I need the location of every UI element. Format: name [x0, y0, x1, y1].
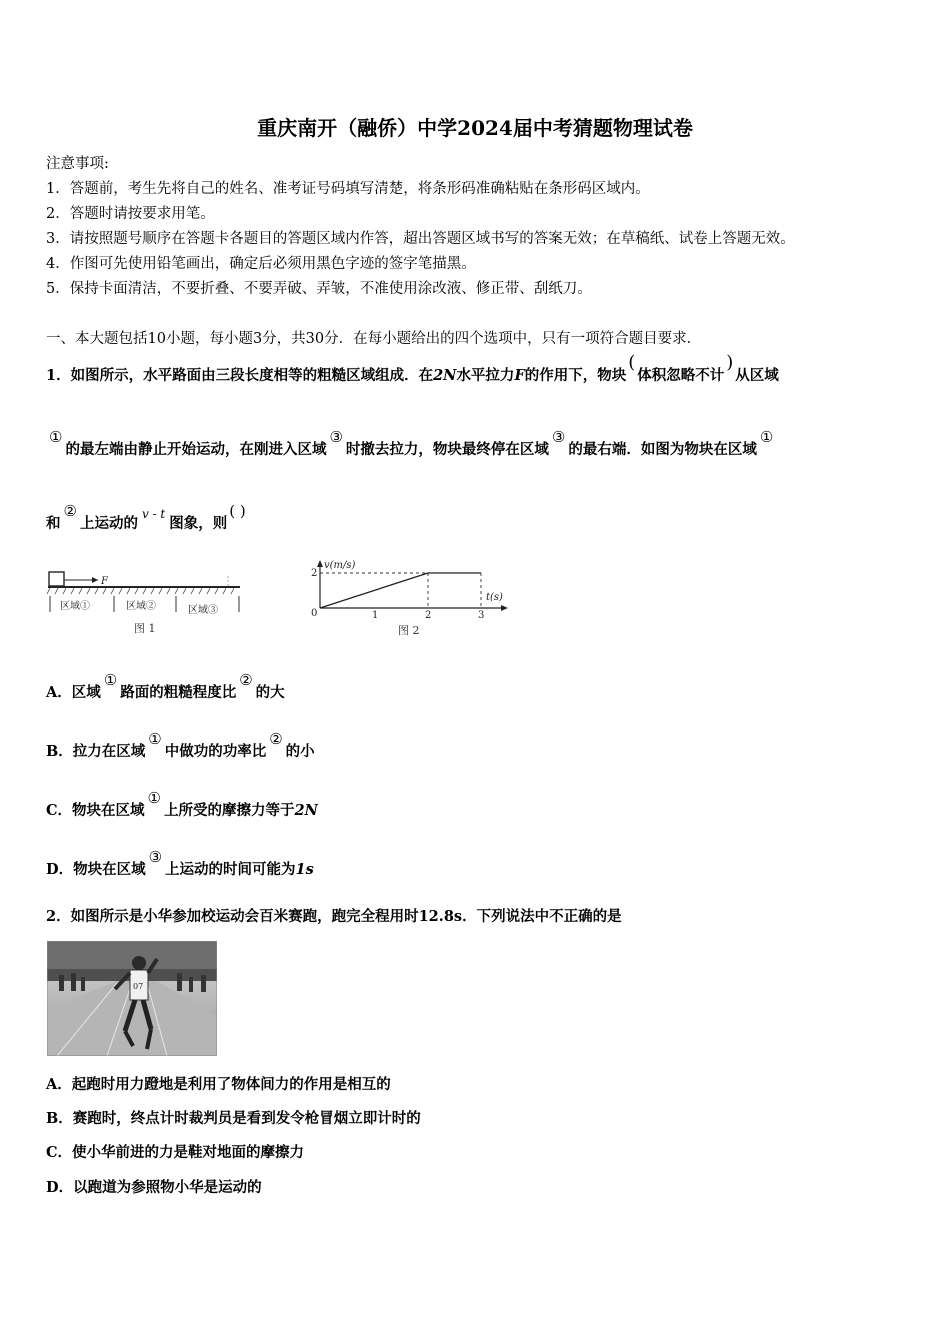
zone-marker: ① [103, 671, 118, 689]
q1-paren-close: ) [726, 352, 734, 373]
option-text: 中做功的功率比 [164, 743, 267, 760]
zone-marker: ② [239, 671, 253, 689]
x-tick-0: 0 [311, 608, 318, 619]
y-axis-label: v(m/s) [324, 560, 356, 571]
zone-marker: ② [63, 502, 77, 520]
zone-marker: ② [269, 730, 283, 748]
option-text: 的大 [255, 684, 285, 701]
option-text: A．区域 [46, 684, 101, 701]
x-axis-arrow [501, 605, 508, 611]
option-text: C．物块在区域 [46, 802, 145, 819]
zone-marker: ① [147, 789, 161, 807]
zone-marker: ① [759, 428, 774, 446]
section-heading: 一、本大题包括10小题，每小题3分，共30分．在每小题给出的四个选项中，只有一项符合题目要求． [46, 331, 702, 347]
figure-2-vt-graph [306, 556, 518, 640]
x-axis-label: t(s) [486, 592, 503, 603]
q1-paren-open: ( [628, 352, 636, 373]
q2-stem: 2．如图所示是小华参加校运动会百米赛跑，跑完全程用时12.8s．下列说法中不正确的是 [46, 908, 622, 925]
q1-text: 上运动的 [79, 515, 138, 532]
vt-symbol: v - t [141, 507, 166, 521]
zone-2-label: 区域② [126, 601, 156, 612]
acceleration-segment [320, 573, 428, 608]
notice-heading: 注意事项: [46, 156, 109, 172]
q1-text: 1．如图所示，水平路面由三段长度相等的粗糙区域组成．在 [46, 367, 434, 384]
y-axis-arrow [317, 560, 323, 567]
force-label: F [101, 576, 108, 587]
figure-1-road-diagram [46, 566, 246, 638]
x-tick-2: 2 [425, 610, 432, 621]
option-text: B．拉力在区域 [46, 743, 146, 760]
option-value: 2N [294, 802, 318, 819]
q2-option-b[interactable]: B．赛跑时，终点计时裁判员是看到发令枪冒烟立即计时的 [46, 1110, 421, 1127]
q1-line-3 [46, 502, 248, 533]
y-tick-2: 2 [311, 568, 318, 579]
notice-item-3: 3．请按照题号顺序在答题卡各题目的答题区域内作答，超出答题区域书写的答案无效；在草稿纸、试卷上答题无效。 [46, 231, 795, 247]
q1-text: 从区域 [735, 367, 779, 384]
q1-option-c[interactable] [46, 789, 318, 820]
q1-option-a[interactable] [46, 671, 285, 702]
race-photo [47, 941, 217, 1056]
zone-marker: ① [148, 730, 162, 748]
q2-option-d[interactable]: D．以跑道为参照物小华是运动的 [46, 1179, 262, 1196]
q1-text: 水平拉力 [456, 367, 515, 384]
option-text: 路面的粗糙程度比 [120, 684, 237, 701]
q2-option-a[interactable]: A．起跑时用力蹬地是利用了物体间力的作用是相互的 [46, 1076, 391, 1093]
zone-1-label: 区域① [60, 601, 90, 612]
zone-marker: ③ [551, 428, 566, 446]
force-arrowhead [92, 577, 98, 583]
q1-text: 和 [46, 515, 61, 532]
trees-band [47, 941, 217, 971]
road-hatching [47, 588, 234, 594]
q1-line-1 [46, 352, 779, 385]
q2-option-c[interactable]: C．使小华前进的力是鞋对地面的摩擦力 [46, 1144, 305, 1161]
option-text: 上运动的时间可能为 [165, 861, 296, 878]
q1-line-2 [46, 428, 776, 459]
block [49, 572, 64, 586]
notice-item-5: 5．保持卡面清洁，不要折叠、不要弄破、弄皱，不准使用涂改液、修正带、刮纸刀。 [46, 281, 592, 297]
page-title: 重庆南开（融侨）中学2024届中考猜题物理试卷 [257, 116, 693, 140]
answer-blank: ( ) [229, 502, 246, 520]
figure-1-caption: 图 1 [134, 622, 156, 635]
notice-item-2: 2．答题时请按要求用笔。 [46, 206, 215, 222]
q1-text: 的作用下，物块 [524, 367, 627, 384]
zone-marker: ① [49, 428, 63, 446]
zone-marker: ③ [329, 428, 343, 446]
q1-option-b[interactable] [46, 730, 315, 761]
q1-text: 时撤去拉力，物块最终停在区域 [345, 441, 549, 458]
x-tick-1: 1 [372, 610, 379, 621]
figure-2-caption: 图 2 [398, 624, 420, 637]
notice-item-1: 1．答题前，考生先将自己的姓名、准考证号码填写清楚，将条形码准确粘贴在条形码区域内。 [46, 181, 650, 197]
q1-text: 的最右端．如图为物块在区域 [568, 441, 757, 458]
option-text: 上所受的摩擦力等于 [164, 802, 295, 819]
q1-text: 图象，则 [169, 515, 228, 532]
q1-force-symbol: F [514, 367, 525, 384]
notice-item-4: 4．作图可先使用铅笔画出，确定后必须用黑色字迹的签字笔描黑。 [46, 256, 476, 272]
q1-option-d[interactable] [46, 848, 314, 879]
q1-text: 的最左端由静止开始运动，在刚进入区域 [65, 441, 327, 458]
zone-3-label: 区域③ [188, 605, 218, 616]
x-tick-3: 3 [478, 610, 485, 621]
runner-bib: 07 [133, 982, 144, 991]
q1-force: 2N [433, 367, 457, 384]
option-text: D．物块在区域 [46, 861, 146, 878]
option-text: 的小 [285, 743, 315, 760]
runner-head [132, 956, 146, 970]
q1-text: 体积忽略不计 [637, 367, 725, 384]
zone-marker: ③ [148, 848, 163, 866]
option-value: 1s [295, 861, 314, 878]
